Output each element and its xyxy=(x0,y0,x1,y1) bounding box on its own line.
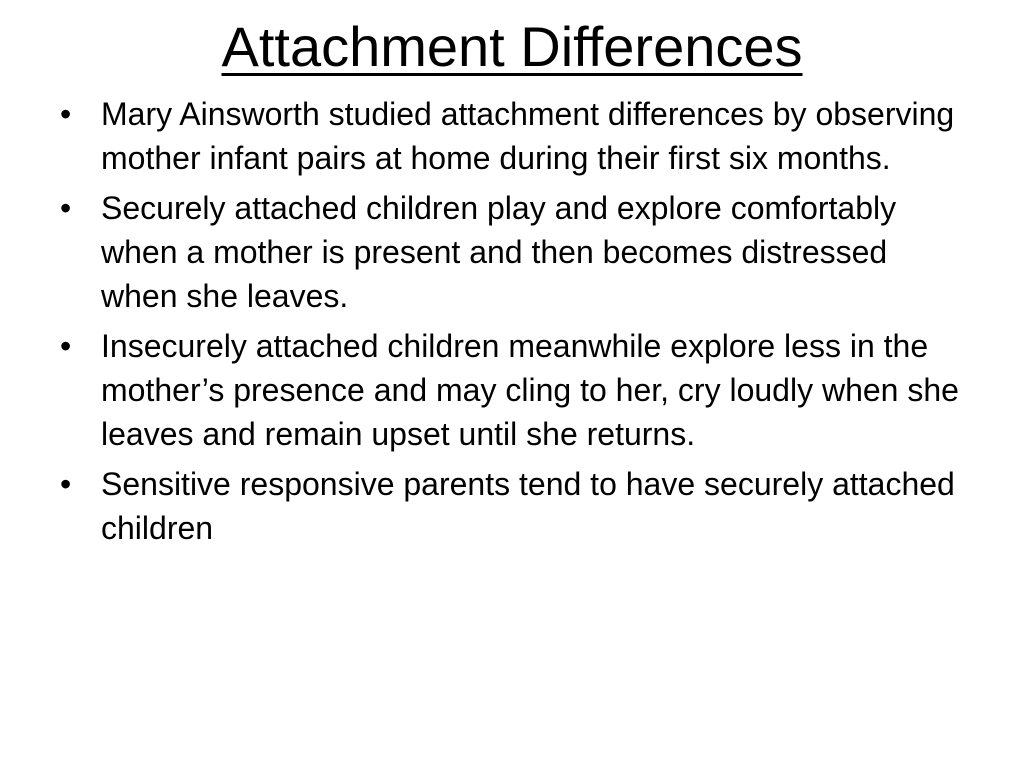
bullet-item-ainsworth xyxy=(60,92,960,180)
bullet-text: Mary Ainsworth studied attachment differences by observing mother infant pairs at home during their first six months. xyxy=(101,96,955,176)
bullet-list xyxy=(60,92,960,556)
bullet-text: Sensitive responsive parents tend to have securely attached children xyxy=(101,466,955,546)
bullet-icon: • xyxy=(60,328,72,364)
bullet-icon: • xyxy=(60,96,72,132)
bullet-item-insecure xyxy=(60,324,960,456)
bullet-item-secure xyxy=(60,186,960,318)
bullet-text: Securely attached children play and explore comfortably when a mother is present and then becomes distressed when she leaves. xyxy=(101,190,897,314)
bullet-icon: • xyxy=(60,466,72,502)
slide-title: Attachment Differences xyxy=(221,15,803,78)
bullet-icon: • xyxy=(60,190,72,226)
bullet-text: Insecurely attached children meanwhile explore less in the mother’s presence and may cling to her, cry loudly when she leaves and remain upset until she returns. xyxy=(101,328,959,452)
bullet-item-sensitive xyxy=(60,462,960,550)
